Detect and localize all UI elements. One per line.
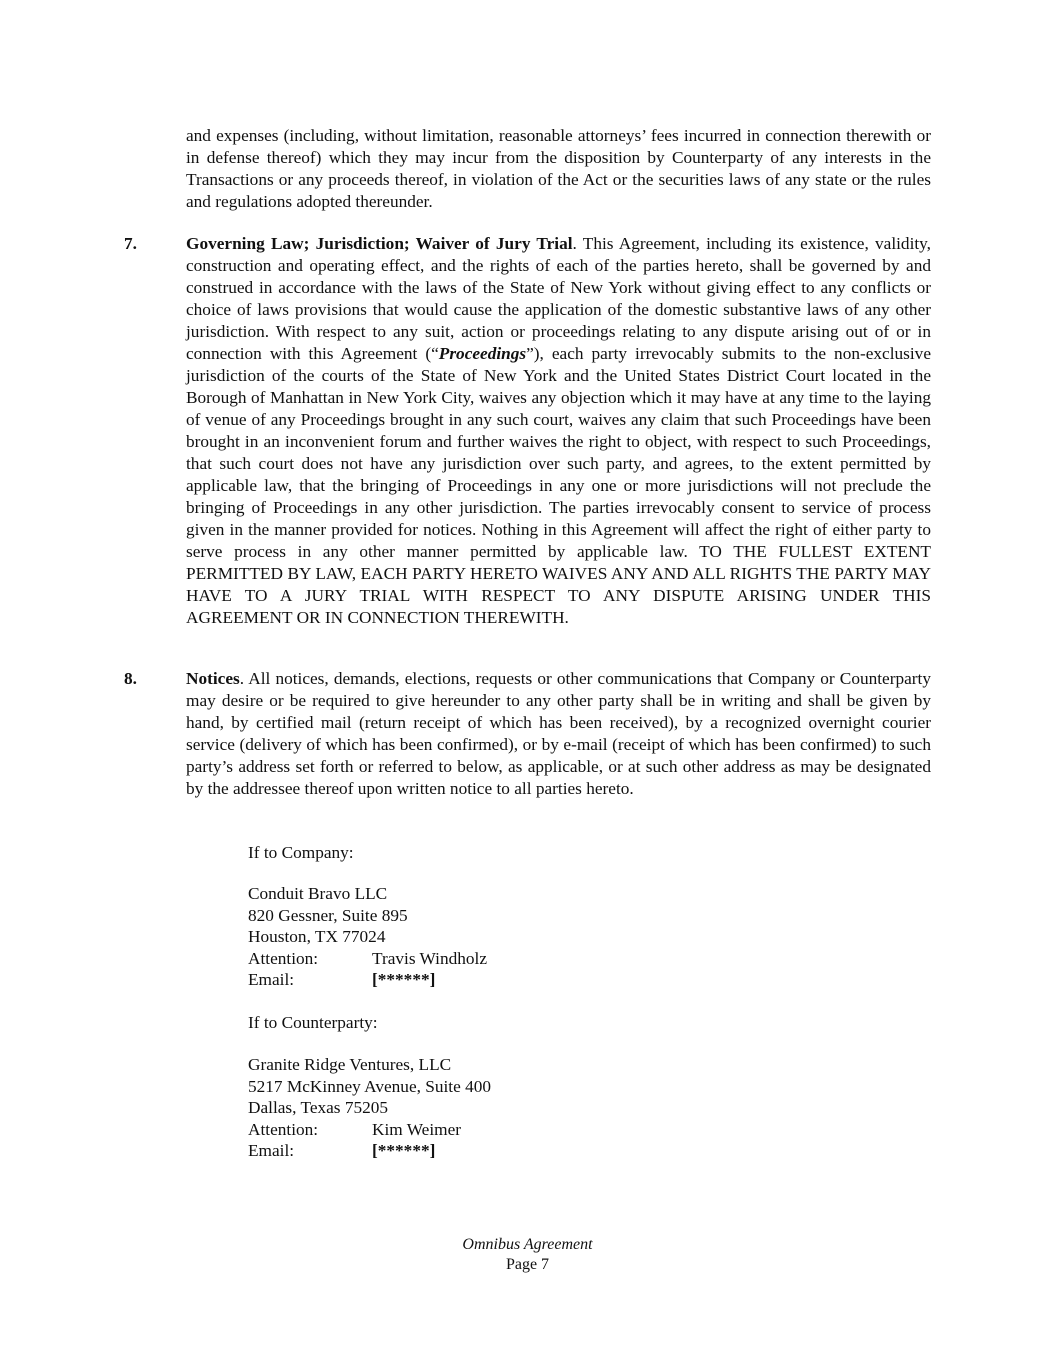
company-email-row: [248, 969, 487, 992]
company-attention-label: Attention:: [248, 948, 319, 968]
company-city: Houston, TX 77024: [248, 927, 386, 946]
continuation-paragraph: and expenses (including, without limitation, reasonable attorneys’ fees incurred in connection therewith or in defense thereof) which they may incur from the disposition by Counterparty of any interests in the Transactions or any proceeds thereof, in violation of the Act or the securities laws of any state or the rules and regulations adopted thereunder.: [186, 126, 931, 211]
section-7-number: 7.: [124, 234, 137, 253]
company-attention-row: [248, 948, 487, 970]
company-intro: If to Company:: [248, 843, 354, 862]
company-name: Conduit Bravo LLC: [248, 884, 388, 903]
section-7-paragraph: [186, 233, 931, 629]
counterparty-name: Granite Ridge Ventures, LLC: [248, 1055, 452, 1074]
counterparty-street: 5217 McKinney Avenue, Suite 400: [248, 1076, 492, 1096]
company-attention-value: Travis Windholz: [372, 948, 488, 968]
company-address-block: [248, 883, 487, 992]
section-7-heading: Governing Law; Jurisdiction; Waiver of Jury Trial: [186, 234, 573, 253]
counterparty-attention-label: Attention:: [248, 1119, 319, 1139]
company-street: 820 Gessner, Suite 895: [248, 905, 408, 925]
company-email-label: Email:: [248, 970, 295, 989]
footer-page-number: Page 7: [505, 1256, 550, 1273]
section-7-text-b: ”), each party irrevocably submits to the non-exclusive jurisdiction of the courts of the State of New York and the United States District Court located in the Borough of Manhattan in New York City, waives any objection which it may have at any time to the laying of venue of any Proceedings brought in any such court, waives any claim that such Proceedings have been brought in an inconvenient forum and further waives the right to object, with respect to such Proceedings, that such court does not have any jurisdiction over such party, and agrees, to the extent permitted by applicable law, that the bringing of Proceedings in any one or more jurisdictions will not preclude the bringing of Proceedings in any other jurisdiction. The parties irrevocably consent to service of process given in the manner provided for notices. Nothing in this Agreement will affect the right of either party to serve process in any other manner permitted by applicable law. TO THE FULLEST EXTENT PERMITTED BY LAW, EACH PARTY HERETO WAIVES ANY AND ALL RIGHTS THE PARTY MAY HAVE TO A JURY TRIAL WITH RESPECT TO ANY DISPUTE ARISING UNDER THIS AGREEMENT OR IN CONNECTION THEREWITH.: [186, 344, 931, 627]
section-8-number: 8.: [124, 669, 137, 688]
counterparty-address-block: [248, 1054, 491, 1163]
counterparty-intro: If to Counterparty:: [248, 1013, 378, 1032]
footer-document-title: Omnibus Agreement: [462, 1236, 593, 1253]
section-7-defined-term: Proceedings: [438, 344, 527, 363]
counterparty-email-row: [248, 1140, 491, 1163]
page-footer: [0, 1235, 1055, 1275]
section-8-paragraph: [186, 668, 931, 800]
counterparty-email-value: [******]: [372, 1141, 436, 1160]
company-email-value: [******]: [372, 970, 436, 989]
section-7-text-a: . This Agreement, including its existence, validity, construction and operating effect, and the rights of each of the parties hereto, shall be governed by and construed in accordance with the laws of the State of New York without giving effect to any conflicts or choice of laws provisions that would cause the application of the domestic substantive laws of any other jurisdiction. With respect to any suit, action or proceedings relating to any dispute arising out of or in connection with this Agreement (“: [186, 234, 932, 363]
counterparty-email-label: Email:: [248, 1141, 295, 1160]
counterparty-attention-value: Kim Weimer: [372, 1119, 461, 1139]
section-8-text: . All notices, demands, elections, requests or other communications that Company or Counterparty may desire or be required to give hereunder to any other party shall be in writing and shall be given by hand, by certified mail (return receipt of which has been received), by a recognized overnight courier service (delivery of which has been confirmed), or by e-mail (receipt of which has been confirmed) to such party’s address set forth or referred to below, as applicable, or at such other address as may be designated by the addressee thereof upon written notice to all parties hereto.: [186, 669, 931, 798]
counterparty-city: Dallas, Texas 75205: [248, 1098, 389, 1117]
section-8-heading: Notices: [186, 669, 240, 688]
counterparty-attention-row: [248, 1119, 491, 1141]
